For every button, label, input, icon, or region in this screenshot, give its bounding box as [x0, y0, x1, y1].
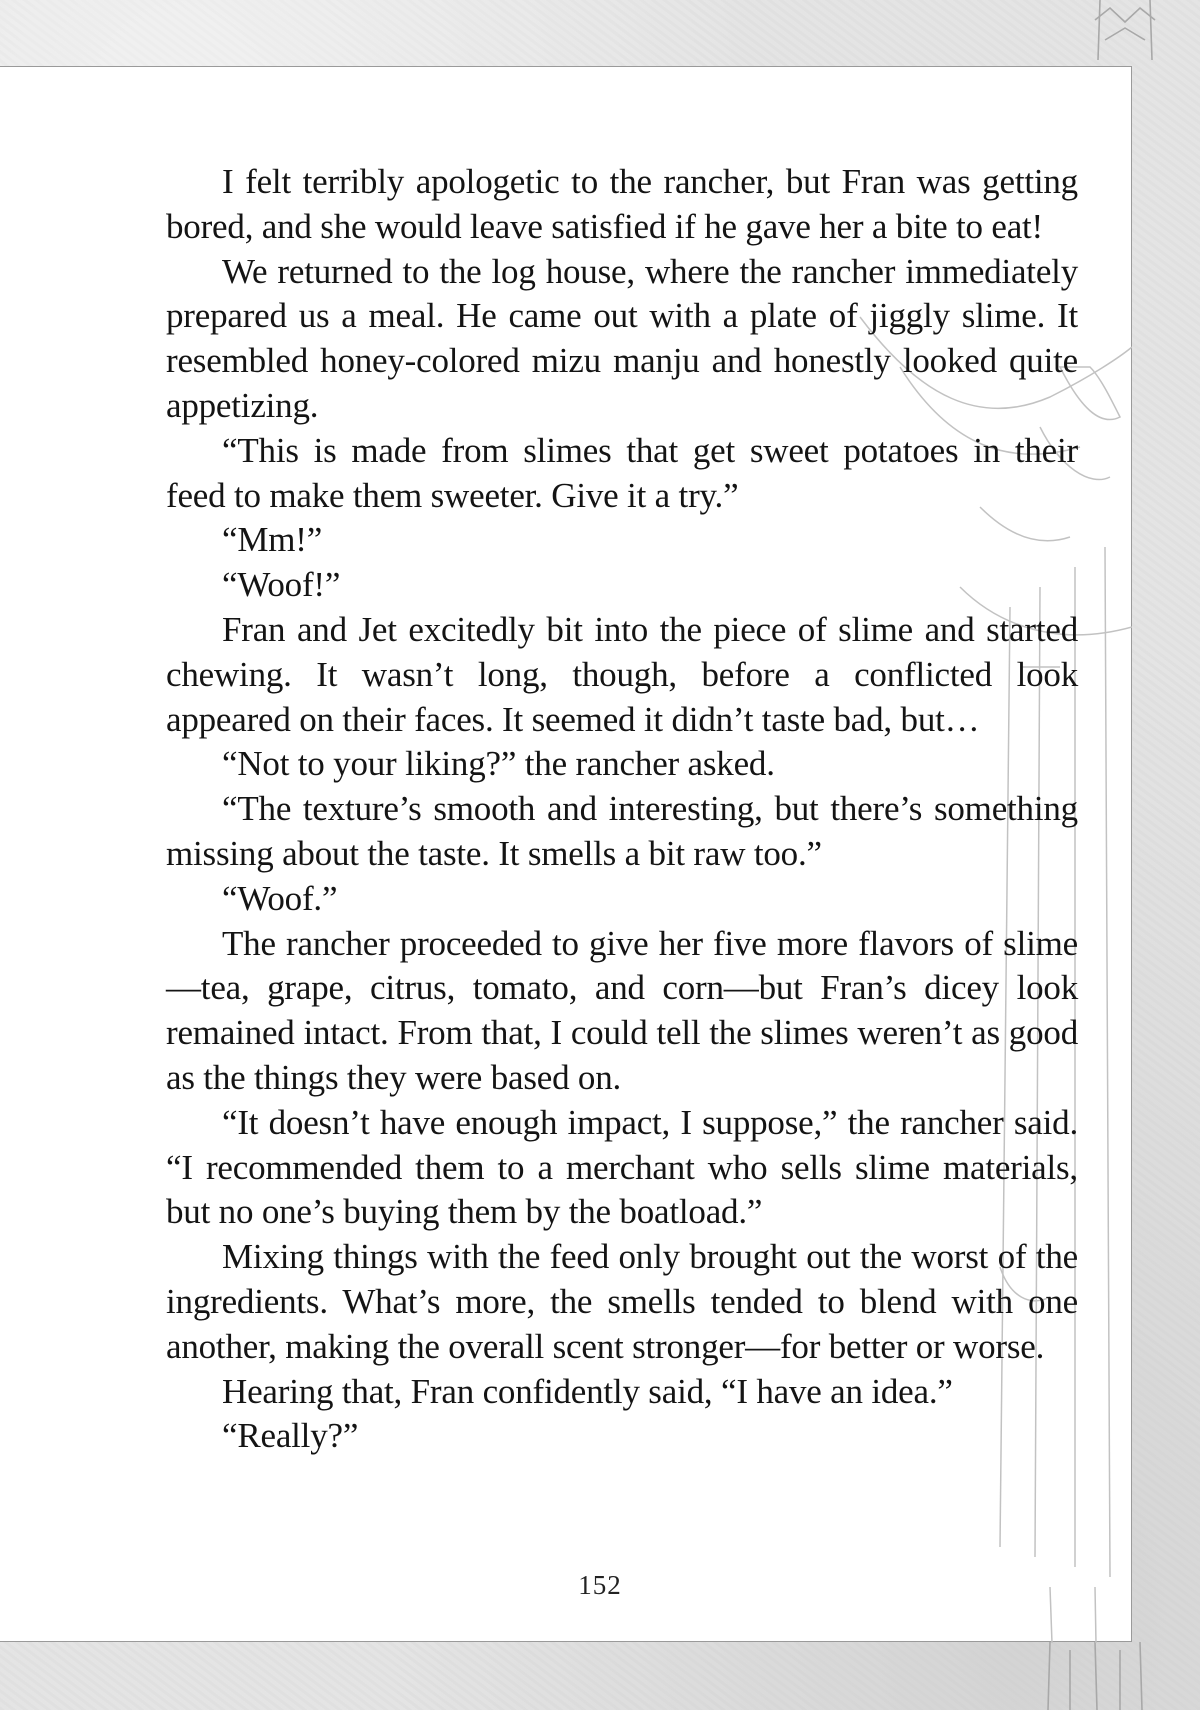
- paragraph: We returned to the log house, where the rancher immediately prepared us a meal. He came out with a plate of jiggly slime. It resembled honey-colored mizu manju and honestly looked quite appetizing.: [166, 251, 1078, 425]
- paragraph: “The texture’s smooth and interesting, but there’s something missing about the taste. It smells a bit raw too.”: [166, 789, 1078, 873]
- paragraph: I felt terribly apologetic to the rancher, but Fran was getting bored, and she would leave satisfied if he gave her a bite to eat!: [166, 162, 1078, 246]
- paragraph: The rancher proceeded to give her five more flavors of slime—tea, grape, citrus, tomato, and corn—but Fran’s dicey look remained intact. From that, I could tell the slimes weren’t as good as the things they were based on.: [166, 923, 1078, 1097]
- paragraph: “Woof!”: [222, 565, 341, 605]
- paragraph: “Woof.”: [222, 878, 338, 918]
- paragraph: “This is made from slimes that get sweet potatoes in their feed to make them sweeter. Give it a try.”: [166, 430, 1078, 515]
- page-frame: [0, 66, 1132, 1642]
- paragraph: “Not to your liking?” the rancher asked.: [222, 744, 775, 784]
- paragraph: “Really?”: [222, 1416, 359, 1456]
- body-text: [166, 160, 1078, 1459]
- paragraph: “It doesn’t have enough impact, I suppose,” the rancher said. “I recommended them to a merchant who sells slime materials, but no one’s buying them by the boatload.”: [166, 1102, 1078, 1232]
- paragraph: “Mm!”: [222, 520, 323, 560]
- paragraph: Hearing that, Fran confidently said, “I have an idea.”: [222, 1371, 953, 1411]
- paragraph: Fran and Jet excitedly bit into the piece of slime and started chewing. It wasn’t long, though, before a conflicted look appeared on their faces. It seemed it didn’t taste bad, but…: [166, 609, 1078, 739]
- paragraph: Mixing things with the feed only brought out the worst of the ingredients. What’s more, the smells tended to blend with one another, making the overall scent stronger—for better or worse.: [166, 1237, 1078, 1366]
- page-number: 152: [578, 1570, 622, 1600]
